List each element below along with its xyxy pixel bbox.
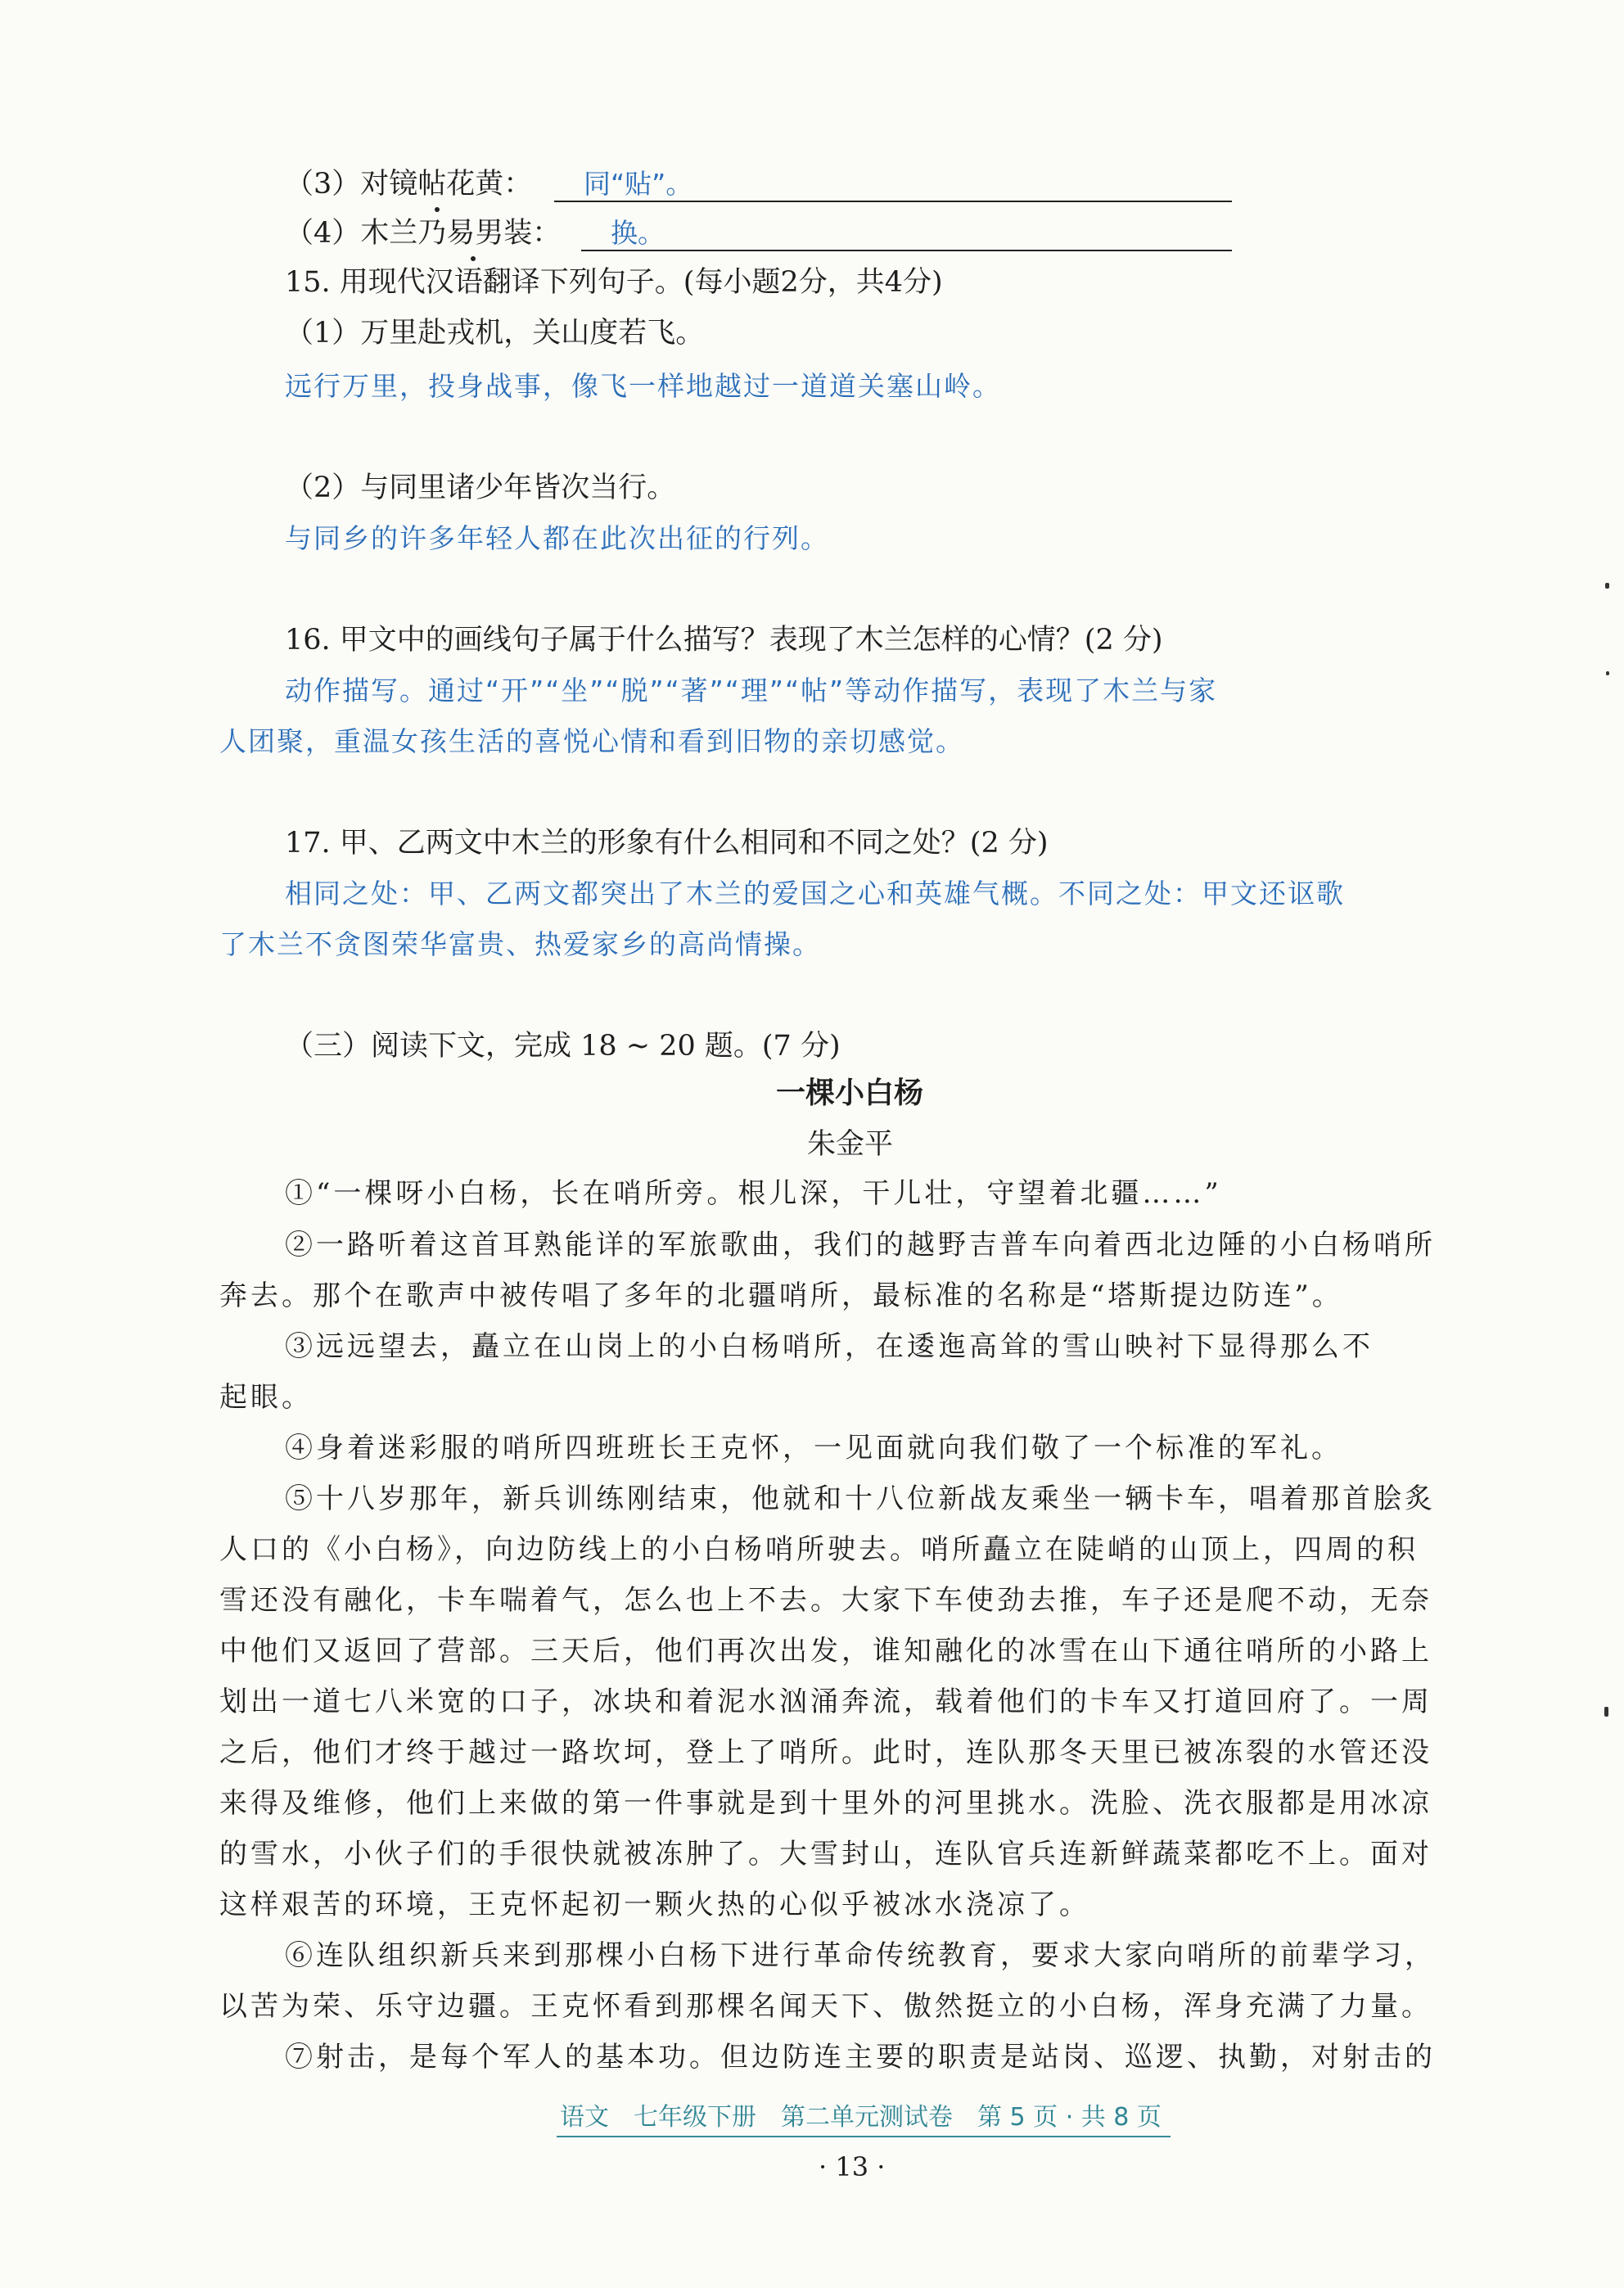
q14-item4-label: （4）木兰乃易男装： [285,217,562,250]
passage-line: ①“一棵呀小白杨，长在哨所旁。根儿深，干儿壮，守望着北疆……” [285,1177,1222,1210]
passage-line: 以苦为荣、乐守边疆。王克怀看到那棵名闻天下、傲然挺立的小白杨，浑身充满了力量。 [219,1990,1432,2023]
q14-item3-label: （3）对镜帖花黄： [285,168,533,201]
passage-line: ④身着迷彩服的哨所四班班长王克怀，一见面就向我们敬了一个标准的军礼。 [285,1432,1342,1464]
q15-sentence-1: （1）万里赴戎机，关山度若飞。 [285,317,705,350]
emphasis-dot [471,256,476,261]
q14-item4-answer: 换。 [581,215,1232,251]
passage-line: 起眼。 [219,1381,313,1414]
passage-line: 人口的《小白杨》，向边防线上的小白杨哨所驶去。哨所矗立在陡峭的山顶上，四周的积 [219,1533,1419,1566]
passage-line: 这样艰苦的环境，王克怀起初一颗火热的心似乎被冰水浇凉了。 [219,1889,1090,1921]
passage-line: 来得及维修，他们上来做的第一件事就是到十里外的河里挑水。洗脸、洗衣服都是用冰凉 [219,1787,1432,1820]
passage-line: ③远远望去，矗立在山岗上的小白杨哨所，在逶迤高耸的雪山映衬下显得那么不 [285,1330,1374,1363]
q17-answer-line-2: 了木兰不贪图荣华富贵、热爱家乡的高尚情操。 [219,928,821,960]
q15-sentence-2: （2）与同里诸少年皆次当行。 [285,472,676,504]
footer-caption: 语文 七年级下册 第二单元测试卷 第 5 页 · 共 8 页 [560,2103,1162,2132]
section3-heading: （三）阅读下文，完成 18 ~ 20 题。(7 分) [285,1030,841,1063]
scan-speck [1606,671,1609,675]
passage-line: 奔去。那个在歌声中被传唱了多年的北疆哨所，最标准的名称是“塔斯提边防连”。 [219,1279,1343,1312]
passage-title: 一棵小白杨 [776,1076,924,1110]
footer-divider [557,2136,1171,2137]
passage-line: 的雪水，小伙子们的手很快就被冻肿了。大雪封山，连队官兵连新鲜蔬菜都吃不上。面对 [219,1838,1432,1871]
q14-item3-answer: 同“贴”。 [554,166,1232,202]
emphasis-dot [435,207,440,212]
passage-line: ⑤十八岁那年，新兵训练刚结束，他就和十八位新战友乘坐一辆卡车，唱着那首脍炙 [285,1482,1436,1515]
passage-line: ⑥连队组织新兵来到那棵小白杨下进行革命传统教育，要求大家向哨所的前辈学习， [285,1939,1436,1972]
q16-stem: 16. 甲文中的画线句子属于什么描写？表现了木兰怎样的心情？(2 分) [285,624,1163,657]
scan-speck [1604,1707,1608,1717]
q17-answer-line-1: 相同之处：甲、乙两文都突出了木兰的爱国之心和英雄气概。不同之处：甲文还讴歌 [285,878,1345,909]
q16-answer-line-2: 人团聚，重温女孩生活的喜悦心情和看到旧物的亲切感觉。 [219,725,964,757]
passage-author: 朱金平 [807,1128,894,1161]
passage-line: 中他们又返回了营部。三天后，他们再次出发，谁知融化的冰雪在山下通往哨所的小路上 [219,1635,1432,1667]
passage-line: ②一路听着这首耳熟能详的军旅歌曲，我们的越野吉普车向着西北边陲的小白杨哨所 [285,1229,1436,1261]
q15-answer-2: 与同乡的许多年轻人都在此次出征的行列。 [285,522,829,554]
q17-stem: 17. 甲、乙两文中木兰的形象有什么相同和不同之处？(2 分) [285,827,1049,860]
q16-answer-line-1: 动作描写。通过“开”“坐”“脱”“著”“理”“帖”等动作描写，表现了木兰与家 [285,675,1218,706]
q15-stem: 15. 用现代汉语翻译下列句子。(每小题2分，共4分) [285,266,943,299]
passage-line: 雪还没有融化，卡车喘着气，怎么也上不去。大家下车使劲去推，车子还是爬不动，无奈 [219,1584,1432,1617]
q15-answer-1: 远行万里，投身战事，像飞一样地越过一道道关塞山岭。 [285,370,1001,402]
passage-line: 之后，他们才终于越过一路坎坷，登上了哨所。此时，连队那冬天里已被冻裂的水管还没 [219,1736,1432,1769]
scan-speck [1605,583,1609,589]
page-number: · 13 · [819,2151,886,2182]
passage-line: 划出一道七八米宽的口子，冰块和着泥水汹涌奔流，载着他们的卡车又打道回府了。一周 [219,1686,1432,1718]
passage-line: ⑦射击，是每个军人的基本功。但边防连主要的职责是站岗、巡逻、执勤，对射击的 [285,2041,1436,2074]
